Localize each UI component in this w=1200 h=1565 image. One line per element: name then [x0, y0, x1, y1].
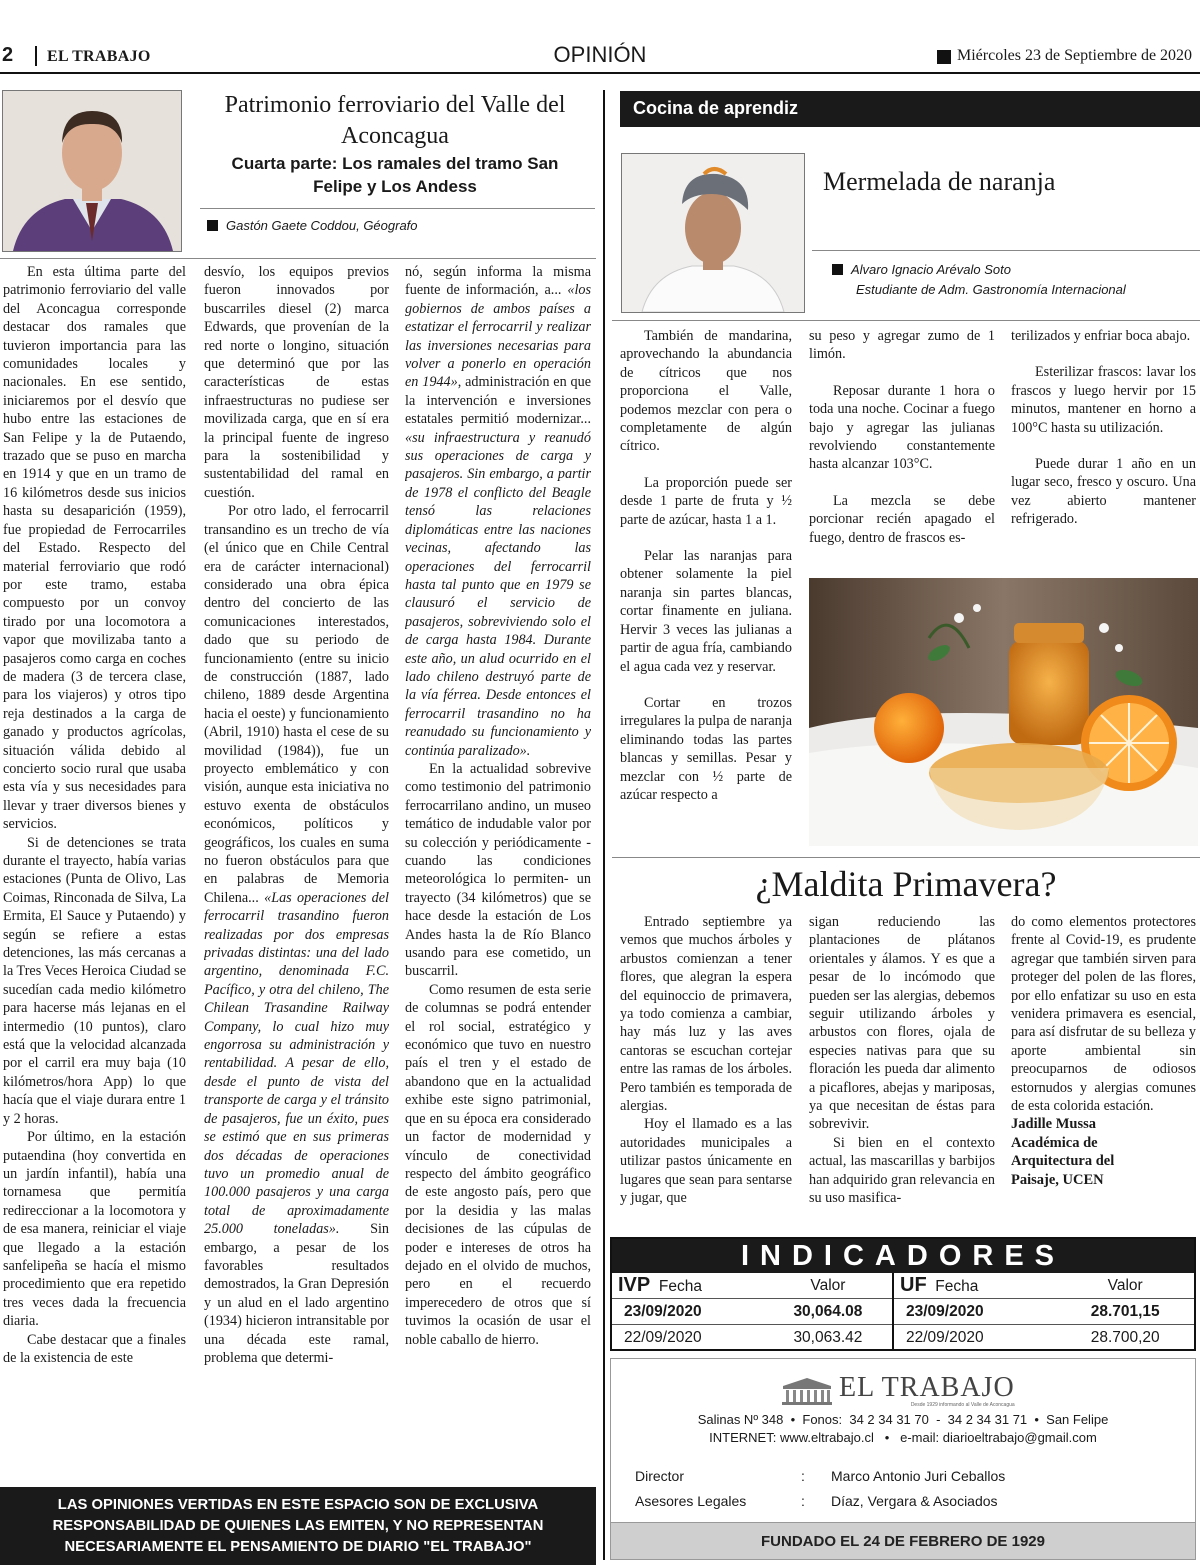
- byline-square-icon: [207, 220, 218, 231]
- primavera-paragraph: Hoy el llamado es a las autoridades municipales a utilizar pastos únicamente en lugares que sean para sentarse y jugar, que: [620, 1116, 792, 1207]
- marmalade-illustration: [809, 578, 1198, 846]
- uf-label-text: UF: [900, 1274, 927, 1296]
- primavera-col3: [1011, 913, 1196, 1233]
- page-vertical-divider: [603, 90, 605, 1560]
- cocina-col3: [1011, 327, 1196, 572]
- indicadores-uf: [894, 1273, 1194, 1349]
- cocina-paragraph: Reposar durante 1 hora o toda una noche. Cocinar a fuego bajo y agregar las julianas revolviendo constantemente hasta alcanzar 103°C.: [809, 382, 995, 473]
- ivp-label-text: IVP: [618, 1274, 651, 1296]
- portrait-illustration: [622, 154, 804, 312]
- left-col1-paragraph: Cabe destacar que a finales de la existencia de este: [3, 1331, 186, 1366]
- byline-square-icon: [832, 264, 843, 275]
- left-col3-paragraph: [405, 263, 591, 760]
- quote-run: «su infraestructura y reanudó sus operaciones de carga y pasajeros. Sin embargo, a partir de 1978 el conflicto del Beagle tensó las relaciones diplomáticas entre las naciones vecinas, afectando las operaciones del ferrocarril hasta tal punto que en 1979 se clausuró el servicio de pasajeros, sobreviviendo solo el de carga hasta 1984. Durante este año, un alud ocurrido en el lado chileno destruyó parte de la vía férrea. Desde entonces el ferrocarril trasandino no ha reanudado su funcionamiento y continúa paralizado».: [405, 429, 591, 759]
- left-col3-paragraph: Como resumen de esta serie de columnas se podrá entender el rol social, estratégico y económico que tuvo en nuestro país el tren y el estado de abandono que en la actualidad exhibe este signo patrimonial, que en su época era considerado un factor de modernidad y vínculo de conectividad respecto del ámbito geográfico de este angosto país, pero que por la desidia y las malas decisiones de las cúpulas de poder e intereses de otros ha dejado en el olvido de muchos, pero en el recuerdo imperecedero de otros que sí tuvimos la ocasión de usar el noble caballo de hierro.: [405, 981, 591, 1348]
- cocina-paragraph: También de mandarina, aprovechando la abundancia de cítricos que nos proporciona el Valle, podemos mezclar con pera o completamente de algún cítrico.: [620, 328, 792, 455]
- uf-valor: 28.701,15: [1090, 1302, 1160, 1320]
- left-article-author-rule: [200, 208, 595, 209]
- cocina-rule: [612, 320, 1200, 321]
- page-number: 2: [2, 44, 14, 66]
- staff-role: Director: [635, 1468, 685, 1484]
- founded-text: FUNDADO EL 24 DE FEBRERO DE 1929: [761, 1532, 1045, 1550]
- uf-valor: 28.700,20: [1090, 1328, 1160, 1346]
- building-logo-icon: [781, 1376, 833, 1406]
- uf-table: [894, 1273, 1194, 1350]
- staff-row: [635, 1464, 1005, 1489]
- header-divider: [35, 46, 37, 66]
- header-rule: [0, 72, 1200, 74]
- staff-sep: :: [801, 1468, 805, 1484]
- left-col2-paragraph: desvío, los equipos previos fueron innovados por buscarriles diesel (2) marca Edwards, que provenían de la red norte o longino, situación que determinó que por las características de estas infraestructuras no pudiese ser movilizada carga, que en sí era la principal fuente de ingreso para la sostenibilidad y sustentabilidad del ramal en cuestión.: [204, 264, 389, 501]
- ivp-row: [612, 1299, 892, 1325]
- left-article-author: Gastón Gaete Coddou, Géografo: [226, 218, 418, 233]
- indicadores-ivp: [612, 1273, 892, 1349]
- left-article-col1: [3, 263, 186, 1478]
- section-title: OPINIÓN: [553, 42, 647, 67]
- cocina-title-rule: [812, 250, 1200, 251]
- header-date-box: [937, 50, 951, 64]
- cocina-paragraph: Esterilizar frascos: lavar los frascos y luego hervir por 15 minutos, mantener en horno a 100°C hasta su utilización.: [1011, 364, 1196, 436]
- uf-fecha: 23/09/2020: [906, 1302, 984, 1320]
- cocina-col1: [620, 327, 792, 849]
- ivp-col-fecha: Fecha: [658, 1278, 702, 1295]
- left-article-rule: [0, 258, 596, 259]
- cocina-paragraph: La proporción puede ser desde 1 parte de fruta y ½ parte de azúcar, hasta 1 a 1.: [620, 474, 792, 528]
- staff-role: Asesores Legales: [635, 1493, 747, 1509]
- staff-row: [635, 1489, 1005, 1514]
- cocina-title: Mermelada de naranja: [823, 167, 1056, 196]
- masthead-logo: [781, 1371, 1015, 1411]
- cocina-paragraph: La mezcla se debe porcionar recién apagado el fuego, dentro de frascos es-: [809, 492, 995, 546]
- disclaimer-band: [0, 1487, 596, 1565]
- indicadores-box: [610, 1237, 1196, 1351]
- disclaimer-text: LAS OPINIONES VERTIDAS EN ESTE ESPACIO SON DE EXCLUSIVA RESPONSABILIDAD DE QUIENES LAS EMITEN, Y NO REPRESENTAN NECESARIAMENTE EL PENSAMIENTO DE DIARIO "EL TRABAJO": [52, 1496, 544, 1555]
- staff-name: Marco Antonio Juri Ceballos: [831, 1468, 1006, 1484]
- ivp-valor: 30,063.42: [793, 1328, 863, 1346]
- cocina-author-name: Alvaro Ignacio Arévalo Soto: [851, 262, 1011, 277]
- uf-row: [894, 1299, 1194, 1325]
- cocina-col2: [809, 327, 995, 572]
- left-col1-paragraph: En esta última parte del patrimonio ferroviario del valle del Aconcagua corresponde destacar dos ramales que tuvieron importancia para las comunidades locales y nacionales. En ese sentido, iniciaremos por el desvío que hubo entre las estaciones de San Felipe y la de Putaendo, trazado que se puso en marcha en 1914 y que en un tramo de 16 kilómetros desde sus inicios hasta su desaparición (1959), fue propiedad de Ferrocarriles del Estado. Respecto del material ferroviario que rodó por este tramo, estaba compuesto por un convoy tirado por una locomotora a vapor que movilizaba tanto a pasajeros como carga en coches de madera (3 de tercera clase, para los viajeros) y otros tipo reja destinados a la carga de ganado y productos agrícolas, situación válida debido al concierto socio rural que usaba esta vía y sus necesidades para llevar y traer diversos bienes y servicios.: [3, 264, 186, 833]
- ivp-label: [612, 1273, 764, 1299]
- indicadores-title: INDICADORES: [612, 1239, 1194, 1273]
- primavera-paragraph: do como elementos protectores frente al Covid-19, es prudente agregar que también sirven para proteger del polen de las flores, por ello enfatizar su uso en esta venidera primavera es esencial, para así disfrutar de su belleza y aporte ambiental sin preocuparnos de odiosos estornudos y alergias comunes de esta colorida estación.: [1011, 914, 1196, 1115]
- ivp-fecha: 22/09/2020: [624, 1328, 702, 1346]
- signature-line: Académica de: [1011, 1134, 1098, 1151]
- ivp-table: [612, 1273, 892, 1350]
- masthead-address: Salinas Nº 348 • Fonos: 34 2 34 31 70 - 34 2 34 31 71 • San Felipe: [697, 1412, 1109, 1427]
- primavera-col1: [620, 913, 792, 1233]
- quote-run: «los gobiernos de ambos países a estatizar el ferrocarril y realizar las inversiones necesarias para volver a ponerlo en operación en 1944»: [405, 282, 591, 391]
- header-newspaper: EL TRABAJO: [47, 48, 151, 65]
- ivp-header-row: [612, 1273, 892, 1299]
- primavera-rule: [612, 857, 1200, 858]
- ivp-col-valor: Valor: [810, 1276, 846, 1294]
- cocina-author-role: Estudiante de Adm. Gastronomía Internacional: [856, 282, 1126, 297]
- signature-line: Arquitectura del: [1011, 1153, 1115, 1170]
- masthead-internet: INTERNET: www.eltrabajo.cl • e-mail: diarioeltrabajo@gmail.com: [709, 1430, 1097, 1445]
- cocina-paragraph: su peso y agregar zumo de 1 limón.: [809, 328, 995, 363]
- masthead-logo-text: EL TRABAJO: [839, 1372, 1015, 1403]
- cocina-paragraph: terilizados y enfriar boca abajo.: [1011, 328, 1191, 344]
- signature-line: Jadille Mussa: [1011, 1116, 1096, 1133]
- cocina-author-line: [832, 260, 1126, 280]
- uf-col-valor: Valor: [1107, 1276, 1143, 1294]
- author-photo-arevalo: [621, 153, 805, 313]
- left-article-byline: [207, 218, 418, 233]
- masthead-logo-tagline: Desde 1929 informando al Valle de Aconcagua: [910, 1402, 1015, 1408]
- uf-col-fecha: Fecha: [935, 1278, 979, 1295]
- uf-fecha: 22/09/2020: [906, 1328, 984, 1346]
- primavera-paragraph: sigan reduciendo las plantaciones de plátanos orientales y álamos. Y es que a pesar de lo incómodo que pueden ser las alergias, debemos seguir utilizando árboles y arbustos con flores, ojala de especies nativas para que su floración les pueda dar alimento a picaflores, abejas y mariposas, ya que necesitan de éstas para sobrevivir.: [809, 914, 995, 1133]
- quote-run: «Las operaciones del ferrocarril trasandino fueron realizadas por dos empresas privadas distintas: una del lado argentino, denominada F.C. Pacífico, y otra del chileno, The Chilean Trasandine Railway Company, lo cual hizo muy engorrosa su administración y rentabilidad. A pesar de ello, desde el punto de vista del transporte de carga y el tránsito de pasajeros, fue un éxito, pues se estimó que en sus primeras dos décadas de operaciones tuvo un promedio anual de 100.000 pasajeros y una carga total de aproximadamente 25.000 toneladas».: [204, 889, 389, 1238]
- left-article-col2: [204, 263, 389, 1478]
- left-col3-paragraph: En la actualidad sobrevive como testimonio del patrimonio ferrocarrilano andino, un museo temático de indudable valor por su colección y periódicamente -cuando las condiciones meteorológica lo permiten- un trayecto (34 kilómetros) que se hace desde la estación de Los Andes hasta la de Río Blanco usando para ese cometido, un buscarril.: [405, 760, 591, 980]
- marmalade-photo: [809, 578, 1198, 846]
- cocina-paragraph: Puede durar 1 año en un lugar seco, fresco y oscuro. Una vez abierto mantener refrigerado.: [1011, 456, 1196, 528]
- masthead-staff: [635, 1464, 1005, 1514]
- header-date: Miércoles 23 de Septiembre de 2020: [957, 47, 1193, 64]
- cocina-byline: [832, 260, 1126, 300]
- uf-row: [894, 1325, 1194, 1351]
- text-run: nó, según informa la misma fuente de información, a...: [405, 264, 591, 299]
- cocina-paragraph: Pelar las naranjas para obtener solamente la piel naranja sin partes blancas, cortar finamente en juliana. Hervir 3 veces las julianas a partir de agua fría, cambiando el agua cada vez y reservar.: [620, 548, 792, 675]
- uf-label: [894, 1273, 1056, 1299]
- masthead-box: [610, 1358, 1196, 1560]
- left-article-col3: [405, 263, 591, 1478]
- primavera-paragraph: Si bien en el contexto actual, las mascarillas y barbijos han adquirido gran relevancia en su uso masifica-: [809, 1134, 995, 1207]
- left-article-subtitle: Cuarta parte: Los ramales del tramo San Felipe y Los Andess: [231, 154, 559, 196]
- ivp-valor: 30,064.08: [793, 1302, 863, 1320]
- cocina-section-label: Cocina de aprendiz: [633, 98, 799, 118]
- primavera-paragraph: Entrado septiembre ya vemos que muchos árboles y arbustos comienzan a tener flores, que alegran la espera del equinoccio de primavera, ya todo comienza a cambiar, hay más luz y las aves cantoras se escuchan cortejar entre las ramas de los árboles. Pero también es temporada de alergias.: [620, 914, 792, 1115]
- text-run: Sin embargo, a pesar de los favorables resultados demostrados, la Gran Depresión y un alud en el lado argentino (1934) hicieron intransitable por una década este ramal, problema que determi-: [204, 1221, 389, 1366]
- text-run: Por otro lado, el ferrocarril transandino es un trecho de vía (el único que en Chile Central era de carácter internacional) considerado una obra épica dentro del concierto de las comunicaciones interestados, dado que su periodo de funcionamiento (entre su inicio de construcción (1887, lado chileno, 1889 desde Argentina hacia el oeste) y funcionamiento (Abril, 1910) hasta el cese de su movilidad (1984)), fue un proyecto emblemático y con visión, aunque esta iniciativa no estuvo exenta de obstáculos económicos, políticos y geográficos, los cuales en suma no fueron obstáculos para que en palabras de Memoria Chilena...: [204, 503, 389, 906]
- portrait-illustration: [3, 91, 181, 251]
- masthead-logo-text-wrap: [839, 1374, 1015, 1408]
- text-run: , administración en que la intervención e inversiones estatales permitió modernizar...: [405, 374, 591, 428]
- staff-name: Díaz, Vergara & Asociados: [831, 1493, 998, 1509]
- primavera-signature: [1011, 1115, 1196, 1189]
- cocina-paragraph: Cortar en trozos irregulares la pulpa de naranja eliminando todas las partes blancas y semillas. Pesar y mezclar con ½ parte de azúcar respecto a: [620, 694, 792, 803]
- primavera-col2: [809, 913, 995, 1233]
- staff-sep: :: [801, 1493, 805, 1509]
- ivp-row: [612, 1325, 892, 1351]
- signature-line: Paisaje, UCEN: [1011, 1171, 1104, 1188]
- founded-band: [611, 1522, 1195, 1559]
- author-photo-gaete: [2, 90, 182, 252]
- left-article-title: Patrimonio ferroviario del Valle del Aconcagua: [224, 92, 566, 149]
- left-col1-paragraph: Por último, en la estación putaendina (hoy convertida en un jardín infantil), había una tornamesa que permitía redireccionar a la locomotora y de esa manera, reiniciar el viaje que llegado a la estación sanfelipeña se hacía el mismo procedimiento que era repetido tres veces dada la frecuencia diaria.: [3, 1129, 186, 1330]
- uf-header-row: [894, 1273, 1194, 1299]
- left-col2-paragraph: [204, 502, 389, 1367]
- ivp-fecha: 23/09/2020: [624, 1302, 702, 1320]
- left-col1-paragraph: Si de detenciones se trata durante el trayecto, había varias estaciones (Punta de Olivo, Las Coimas, Rinconada de Silva, La Ermita, El Sauce y Putaendo) y según se refiere a estas detenciones, las más cercanas a la Tres Veces Heroica Ciudad se sucedían cada medio kilómetro para hacerse más lejanas en el intermedio (10 puntos), claro está que la velocidad alcanzada por el carril era muy baja (10 kilómetros/hora App) lo que hacía que el viaje durara entre 1 y 2 horas.: [3, 834, 186, 1127]
- primavera-title: ¿Maldita Primavera?: [755, 864, 1057, 904]
